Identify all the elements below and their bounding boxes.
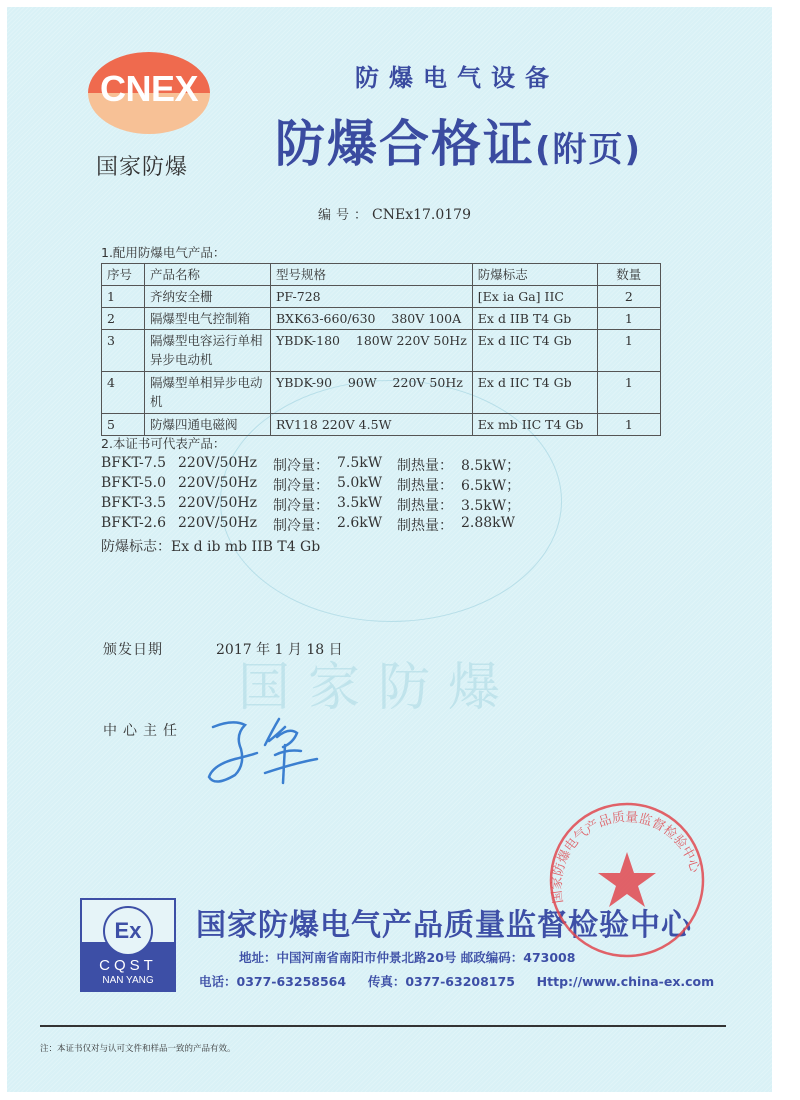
heating-value: 6.5kW； [461,478,521,494]
product-power: 220V/50Hz [178,515,257,531]
product-model: BFKT-2.6 [101,515,166,531]
cooling-value: 5.0kW [337,475,383,491]
product-table [101,263,661,436]
cooling-label: 制冷量： [273,478,329,494]
section1-heading: 1.配用防爆电气产品： [101,245,226,260]
col-header-qty: 数量 [597,264,660,286]
phone-number: 电话：0377-63258564 [199,974,347,989]
ex-marking: 防爆标志：Ex d ib mb IIB T4 Gb [101,539,321,555]
heating-label: 制热量： [397,458,453,474]
footer-note: 注：本证书仅对与认可文件和样品一致的产品有效。 [40,1044,236,1054]
col-header-mark: 防爆标志 [472,264,597,286]
product-power: 220V/50Hz [178,475,257,491]
cell-qty: 1 [597,372,660,414]
certificate-number-value: CNEx17.0179 [372,207,471,223]
cell-name: 隔爆型电容运行单相异步电动机 [145,330,271,372]
cooling-value: 7.5kW [337,455,383,471]
cell-qty: 1 [597,330,660,372]
certificate-number-label: 编号： [318,208,373,223]
table-row [102,308,661,330]
cell-no: 1 [102,286,145,308]
product-model: BFKT-3.5 [101,495,166,511]
director-label: 中心主任 [103,723,183,739]
cooling-label: 制冷量： [273,498,329,514]
section2-heading: 2.本证书可代表产品： [101,436,226,451]
heating-label: 制热量： [397,478,453,494]
cooling-label: 制冷量： [273,458,329,474]
organization-contact [199,972,714,990]
heating-label: 制热量： [397,518,453,534]
cell-mark: Ex d IIC T4 Gb [472,330,597,372]
organization-address: 地址：中国河南省南阳市仲景北路20号 邮政编码：473008 [239,950,576,965]
watermark-text: 国家防爆 [238,658,519,718]
cell-name: 隔爆型电气控制箱 [145,308,271,330]
cnex-logo [88,52,210,134]
cell-no: 3 [102,330,145,372]
cell-qty: 1 [597,308,660,330]
issue-date-label: 颁发日期 [103,642,163,658]
official-seal [537,800,717,960]
col-header-no: 序号 [102,264,145,286]
cooling-value: 3.5kW [337,495,383,511]
cell-model: YBDK-90 90W 220V 50Hz [271,372,473,414]
table-header-row [102,264,661,286]
cell-no: 2 [102,308,145,330]
cell-mark: [Ex ia Ga] IIC [472,286,597,308]
cell-name: 隔爆型单相异步电动机 [145,372,271,414]
organization-name: 国家防爆电气产品质量监督检验中心 [196,908,692,943]
cell-name: 防爆四通电磁阀 [145,414,271,436]
cell-no: 5 [102,414,145,436]
document-title-main: 防爆合格证 [275,115,535,173]
cooling-label: 制冷量： [273,518,329,534]
director-signature [205,715,325,795]
document-title-suffix: (附页) [535,130,643,170]
cell-mark: Ex mb IIC T4 Gb [472,414,597,436]
cell-qty: 2 [597,286,660,308]
cell-model: RV118 220V 4.5W [271,414,473,436]
product-power: 220V/50Hz [178,495,257,511]
table-row [102,414,661,436]
cell-name: 齐纳安全栅 [145,286,271,308]
seal-text: 国家防爆电气产品质量监督检验中心 [549,810,703,905]
issue-date-value: 2017 年 1 月 18 日 [216,642,343,658]
cqst-text: CQST [99,957,157,974]
cell-model: BXK63-660/630 380V 100A [271,308,473,330]
col-header-name: 产品名称 [145,264,271,286]
table-row [102,372,661,414]
cell-mark: Ex d IIB T4 Gb [472,308,597,330]
footer-divider [40,1025,726,1027]
heating-value: 3.5kW； [461,498,521,514]
nanyang-text: NAN YANG [102,975,154,986]
certificate-number [318,204,471,223]
cell-model: PF-728 [271,286,473,308]
cqst-logo [80,898,176,992]
cell-no: 4 [102,372,145,414]
cell-qty: 1 [597,414,660,436]
ex-emblem: Ex [103,906,153,956]
heating-label: 制热量： [397,498,453,514]
fax-number: 传真：0377-63208175 [367,974,515,989]
document-title [275,104,642,176]
col-header-model: 型号规格 [271,264,473,286]
website-link[interactable]: Http://www.china-ex.com [536,974,715,989]
logo-subtitle: 国家防爆 [96,155,189,180]
cnex-logo-text: CNEX [99,68,199,109]
cell-mark: Ex d IIC T4 Gb [472,372,597,414]
product-power: 220V/50Hz [178,455,257,471]
table-row [102,286,661,308]
cooling-value: 2.6kW [337,515,383,531]
heating-value: 8.5kW； [461,458,521,474]
product-model: BFKT-5.0 [101,475,166,491]
product-model: BFKT-7.5 [101,455,166,471]
cell-model: YBDK-180 180W 220V 50Hz [271,330,473,372]
heating-value: 2.88kW [461,515,516,531]
table-row [102,330,661,372]
document-supertitle: 防爆电气设备 [355,64,559,92]
